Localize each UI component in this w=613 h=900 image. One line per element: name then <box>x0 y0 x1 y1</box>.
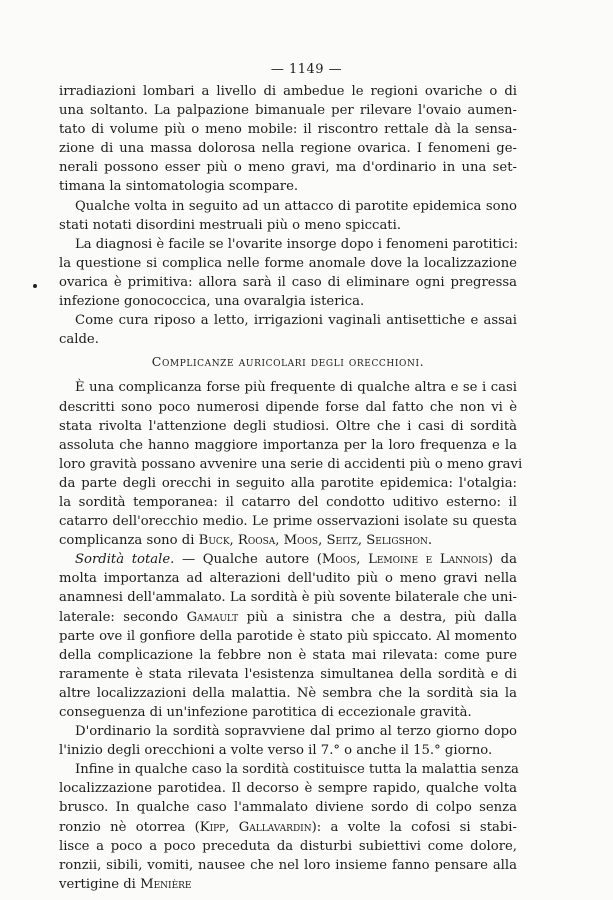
text-fragment: più a sinistra che a destra, più dalla <box>238 609 517 625</box>
text-line: brusco. In qualche caso l'ammalato diviene sordo di colpo senza <box>59 800 517 816</box>
text-line: Qualche volta in seguito ad un attacco di parotite epidemica sono <box>75 198 517 214</box>
text-line: infezione gonococcica, una ovaralgia isterica. <box>59 294 365 310</box>
text-line: descritti sono poco numerosi dipende forse dal fatto che non vi è <box>59 399 517 415</box>
text-fragment: ): a volte la cofosi si stabi- <box>311 819 517 835</box>
text-line: È una complicanza forse più frequente di qualche altra e se i casi <box>75 380 517 396</box>
text-line: La diagnosi è facile se l'ovarite insorge dopo i fenomeni parotitici: <box>75 236 519 252</box>
text-line: la sordità temporanea: il catarro del condotto uditivo esterno: il <box>59 494 517 510</box>
text-line: nerali possono esser più o meno gravi, ma d'ordinario in una set- <box>59 160 517 176</box>
text-line: l'inizio degli orecchioni a volte verso il 7.° o anche il 15.° giorno. <box>59 743 493 759</box>
text-line: conseguenza di un'infezione parotitica di eccezionale gravità. <box>59 705 472 720</box>
text-line: calde. <box>59 332 99 348</box>
text-line: da parte degli orecchi in seguito alla parotite epidemica: l'otalgia: <box>59 475 517 491</box>
text-line: timana la sintomatologia scompare. <box>59 179 299 195</box>
text-line <box>59 531 517 550</box>
text-line: zione di una massa dolorosa nella regione ovarica. I fenomeni ge- <box>59 141 517 157</box>
text-fragment: — Qualche autore ( <box>174 552 322 568</box>
text-line <box>59 550 517 569</box>
text-line: una soltanto. La palpazione bimanuale per rilevare l'ovaio aumen- <box>59 103 517 119</box>
author-name: Menière <box>140 876 192 892</box>
text-line: stata rivolta l'attenzione degli studiosi. Oltre che i casi di sordità <box>59 418 517 434</box>
text-line: parte ove il gonfiore della parotide è stato più spiccato. Al momento <box>59 628 517 644</box>
text-line <box>59 875 517 894</box>
text-line: D'ordinario la sordità sopravviene dal primo al terzo giorno dopo <box>75 724 517 740</box>
author-names: Kipp, Gallavardin <box>199 819 312 835</box>
text-line: stati notati disordini mestruali più o meno spiccati. <box>59 217 402 233</box>
text-fragment: ) da <box>487 552 517 568</box>
author-names: Moos, Lemoine e Lannois <box>321 552 488 568</box>
text-line: della complicazione la febbre non è stata mai rilevata: come pure <box>59 647 517 663</box>
text-line: loro gravità possano avvenire una serie di accidenti più o meno gravi <box>59 456 523 472</box>
text-fragment: ronzio nè otorrea ( <box>59 819 200 835</box>
text-fragment: vertigine di <box>59 876 141 892</box>
author-name: Gamault <box>186 609 239 625</box>
text-line: raramente è stata rilevata l'esistenza simultanea della sordità e di <box>59 666 517 682</box>
page-number: — 1149 — <box>270 62 343 77</box>
text-line: la questione si complica nelle forme anomale dove la localizzazione <box>59 255 517 271</box>
section-heading: Complicanze auricolari degli orecchioni. <box>151 354 425 370</box>
margin-mark <box>33 284 37 288</box>
text-line: lisce a poco a poco preceduta da disturbi subiettivi come dolore, <box>59 838 517 854</box>
text-line <box>59 608 517 627</box>
author-names: Buck, Roosa, Moos, Seitz, Seligshon. <box>198 533 433 549</box>
text-line: Infine in qualche caso la sordità costituisce tutta la malattia senza <box>75 762 519 778</box>
text-line: Come cura riposo a letto, irrigazioni vaginali antisettiche e assai <box>75 313 517 329</box>
text-line: ronzii, sibili, vomiti, nausee che nel loro insieme fanno pensare alla <box>59 857 517 873</box>
text-line: anamnesi dell'ammalato. La sordità è più sovente bilaterale che uni- <box>59 590 517 606</box>
text-fragment: laterale: secondo <box>59 609 187 625</box>
text-line: ovarica è primitiva: allora sarà il caso di eliminare ogni pregressa <box>59 274 517 290</box>
text-line: assoluta che hanno maggiore importanza per la loro frequenza e la <box>59 437 517 453</box>
text-line: molta importanza ad alterazioni dell'udito più o meno gravi nella <box>59 571 517 587</box>
text-line: localizzazione parotidea. Il decorso è sempre rapido, qualche volta <box>59 781 517 797</box>
body-text <box>59 82 523 894</box>
text-line <box>59 818 517 837</box>
subsection-title: Sordità totale. <box>75 552 175 568</box>
text-line: catarro dell'orecchio medio. Le prime osservazioni isolate su questa <box>59 514 517 530</box>
text-fragment: complicanza sono di <box>59 533 195 549</box>
text-line: altre localizzazioni della malattia. Nè sembra che la sordità sia la <box>59 685 517 701</box>
text-line: irradiazioni lombari a livello di ambedue le regioni ovariche o di <box>59 84 517 99</box>
text-line: tato di volume più o meno mobile: il riscontro rettale dà la sensa- <box>59 122 517 138</box>
